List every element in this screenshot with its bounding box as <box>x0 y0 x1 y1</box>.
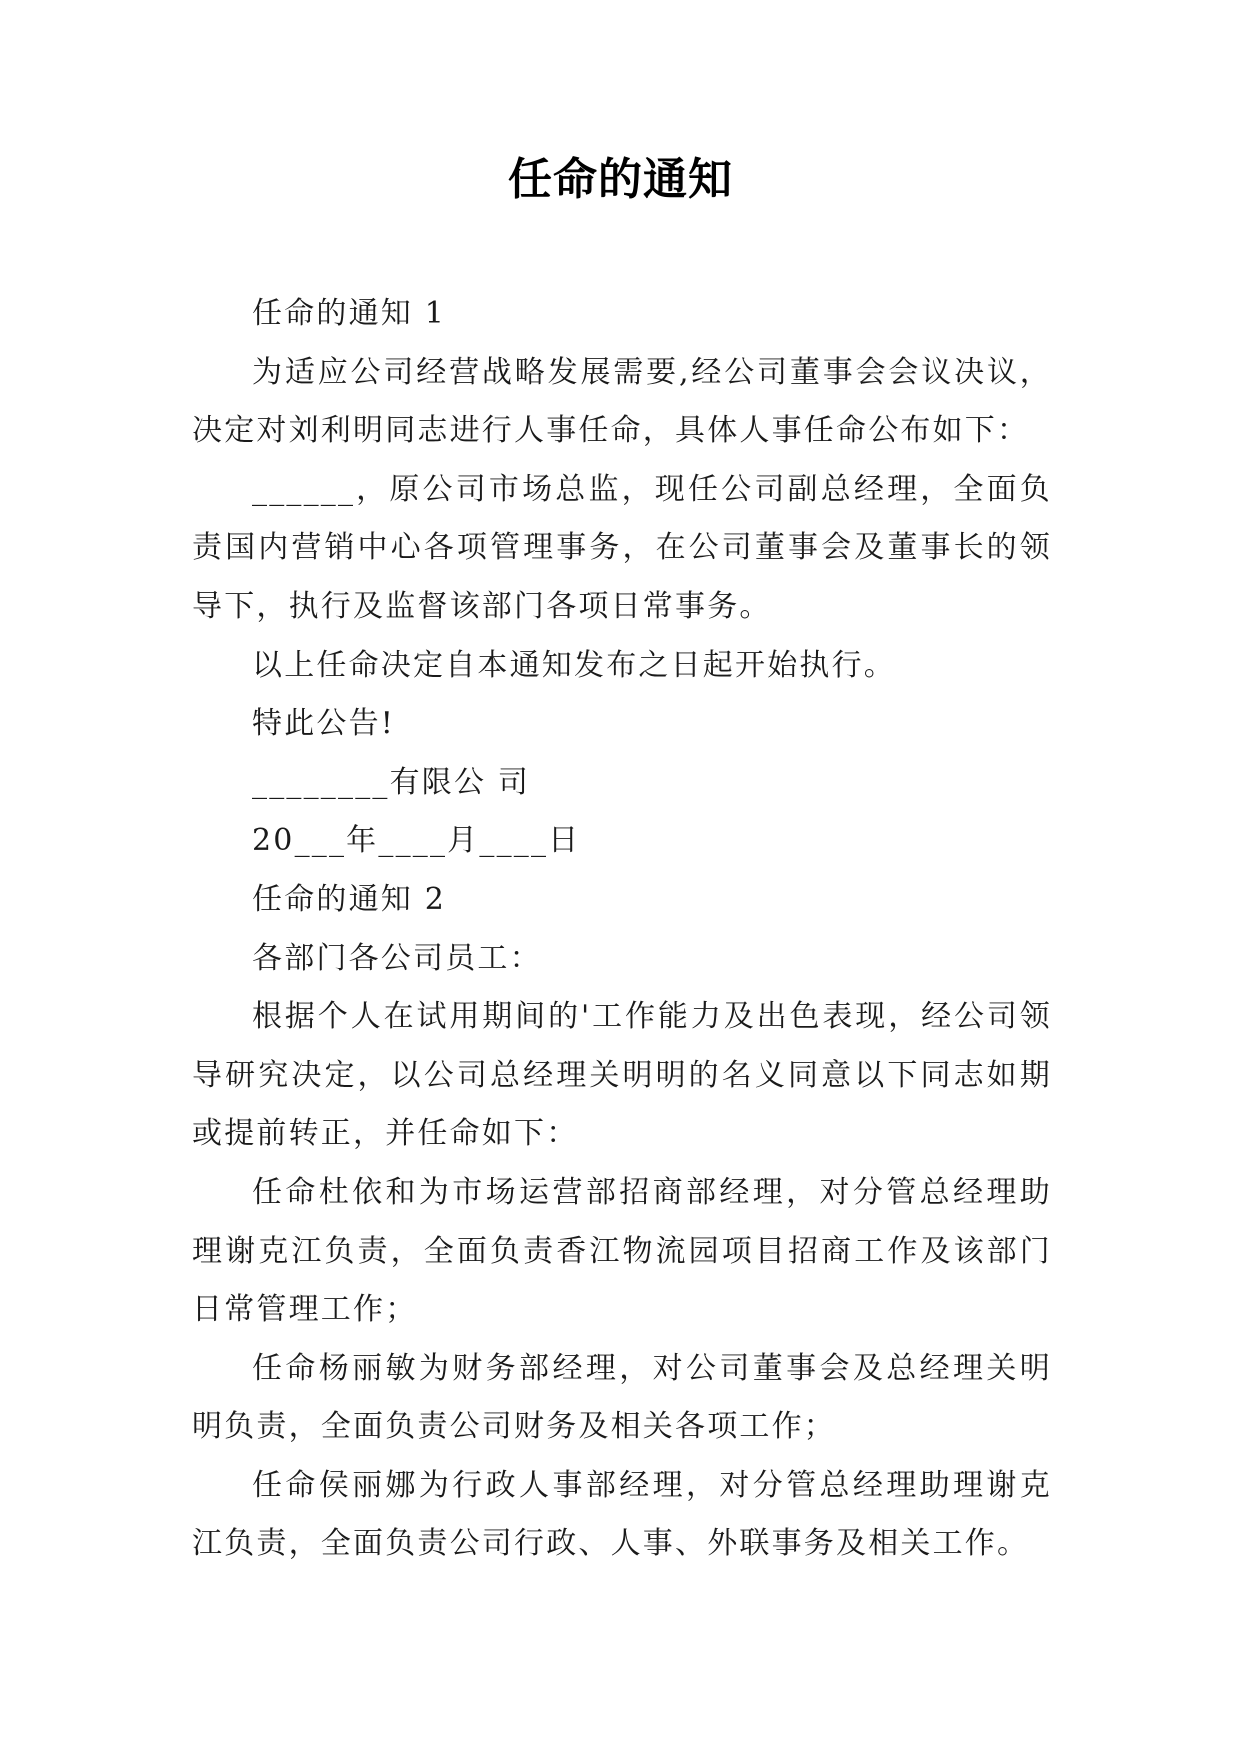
paragraph: 任命杜依和为市场运营部招商部经理，对分管总经理助理谢克江负责，全面负责香江物流园项目招商工作及该部门日常管理工作； <box>192 1174 1052 1328</box>
paragraph: 任命杨丽敏为财务部经理，对公司董事会及总经理关明明负责，全面负责公司财务及相关各项工作； <box>192 1350 1052 1445</box>
section-heading-2: 任命的通知 2 <box>252 881 447 917</box>
paragraph: 为适应公司经营战略发展需要,经公司董事会会议决议，决定对刘利明同志进行人事任命，具体人事任命公布如下： <box>192 354 1052 449</box>
paragraph: ______，原公司市场总监，现任公司副总经理，全面负责国内营销中心各项管理事务，在公司董事会及董事长的领导下，执行及监督该部门各项日常事务。 <box>192 471 1052 624</box>
paragraph: 任命侯丽娜为行政人事部经理，对分管总经理助理谢克江负责，全面负责公司行政、人事、外联事务及相关工作。 <box>192 1467 1052 1562</box>
date-line: 20___年____月____日 <box>252 823 581 859</box>
document-title: 任命的通知 <box>508 154 733 205</box>
announcement-line: 特此公告! <box>252 706 396 742</box>
section-heading-1: 任命的通知 1 <box>252 296 447 331</box>
paragraph: 以上任命决定自本通知发布之日起开始执行。 <box>252 647 896 683</box>
company-signature: ________有限公 司 <box>252 764 531 800</box>
salutation: 各部门各公司员工： <box>252 940 542 976</box>
document-body <box>192 285 1052 1574</box>
paragraph: 根据个人在试用期间的'工作能力及出色表现，经公司领导研究决定，以公司总经理关明明的名义同意以下同志如期或提前转正，并任命如下： <box>192 999 1052 1152</box>
